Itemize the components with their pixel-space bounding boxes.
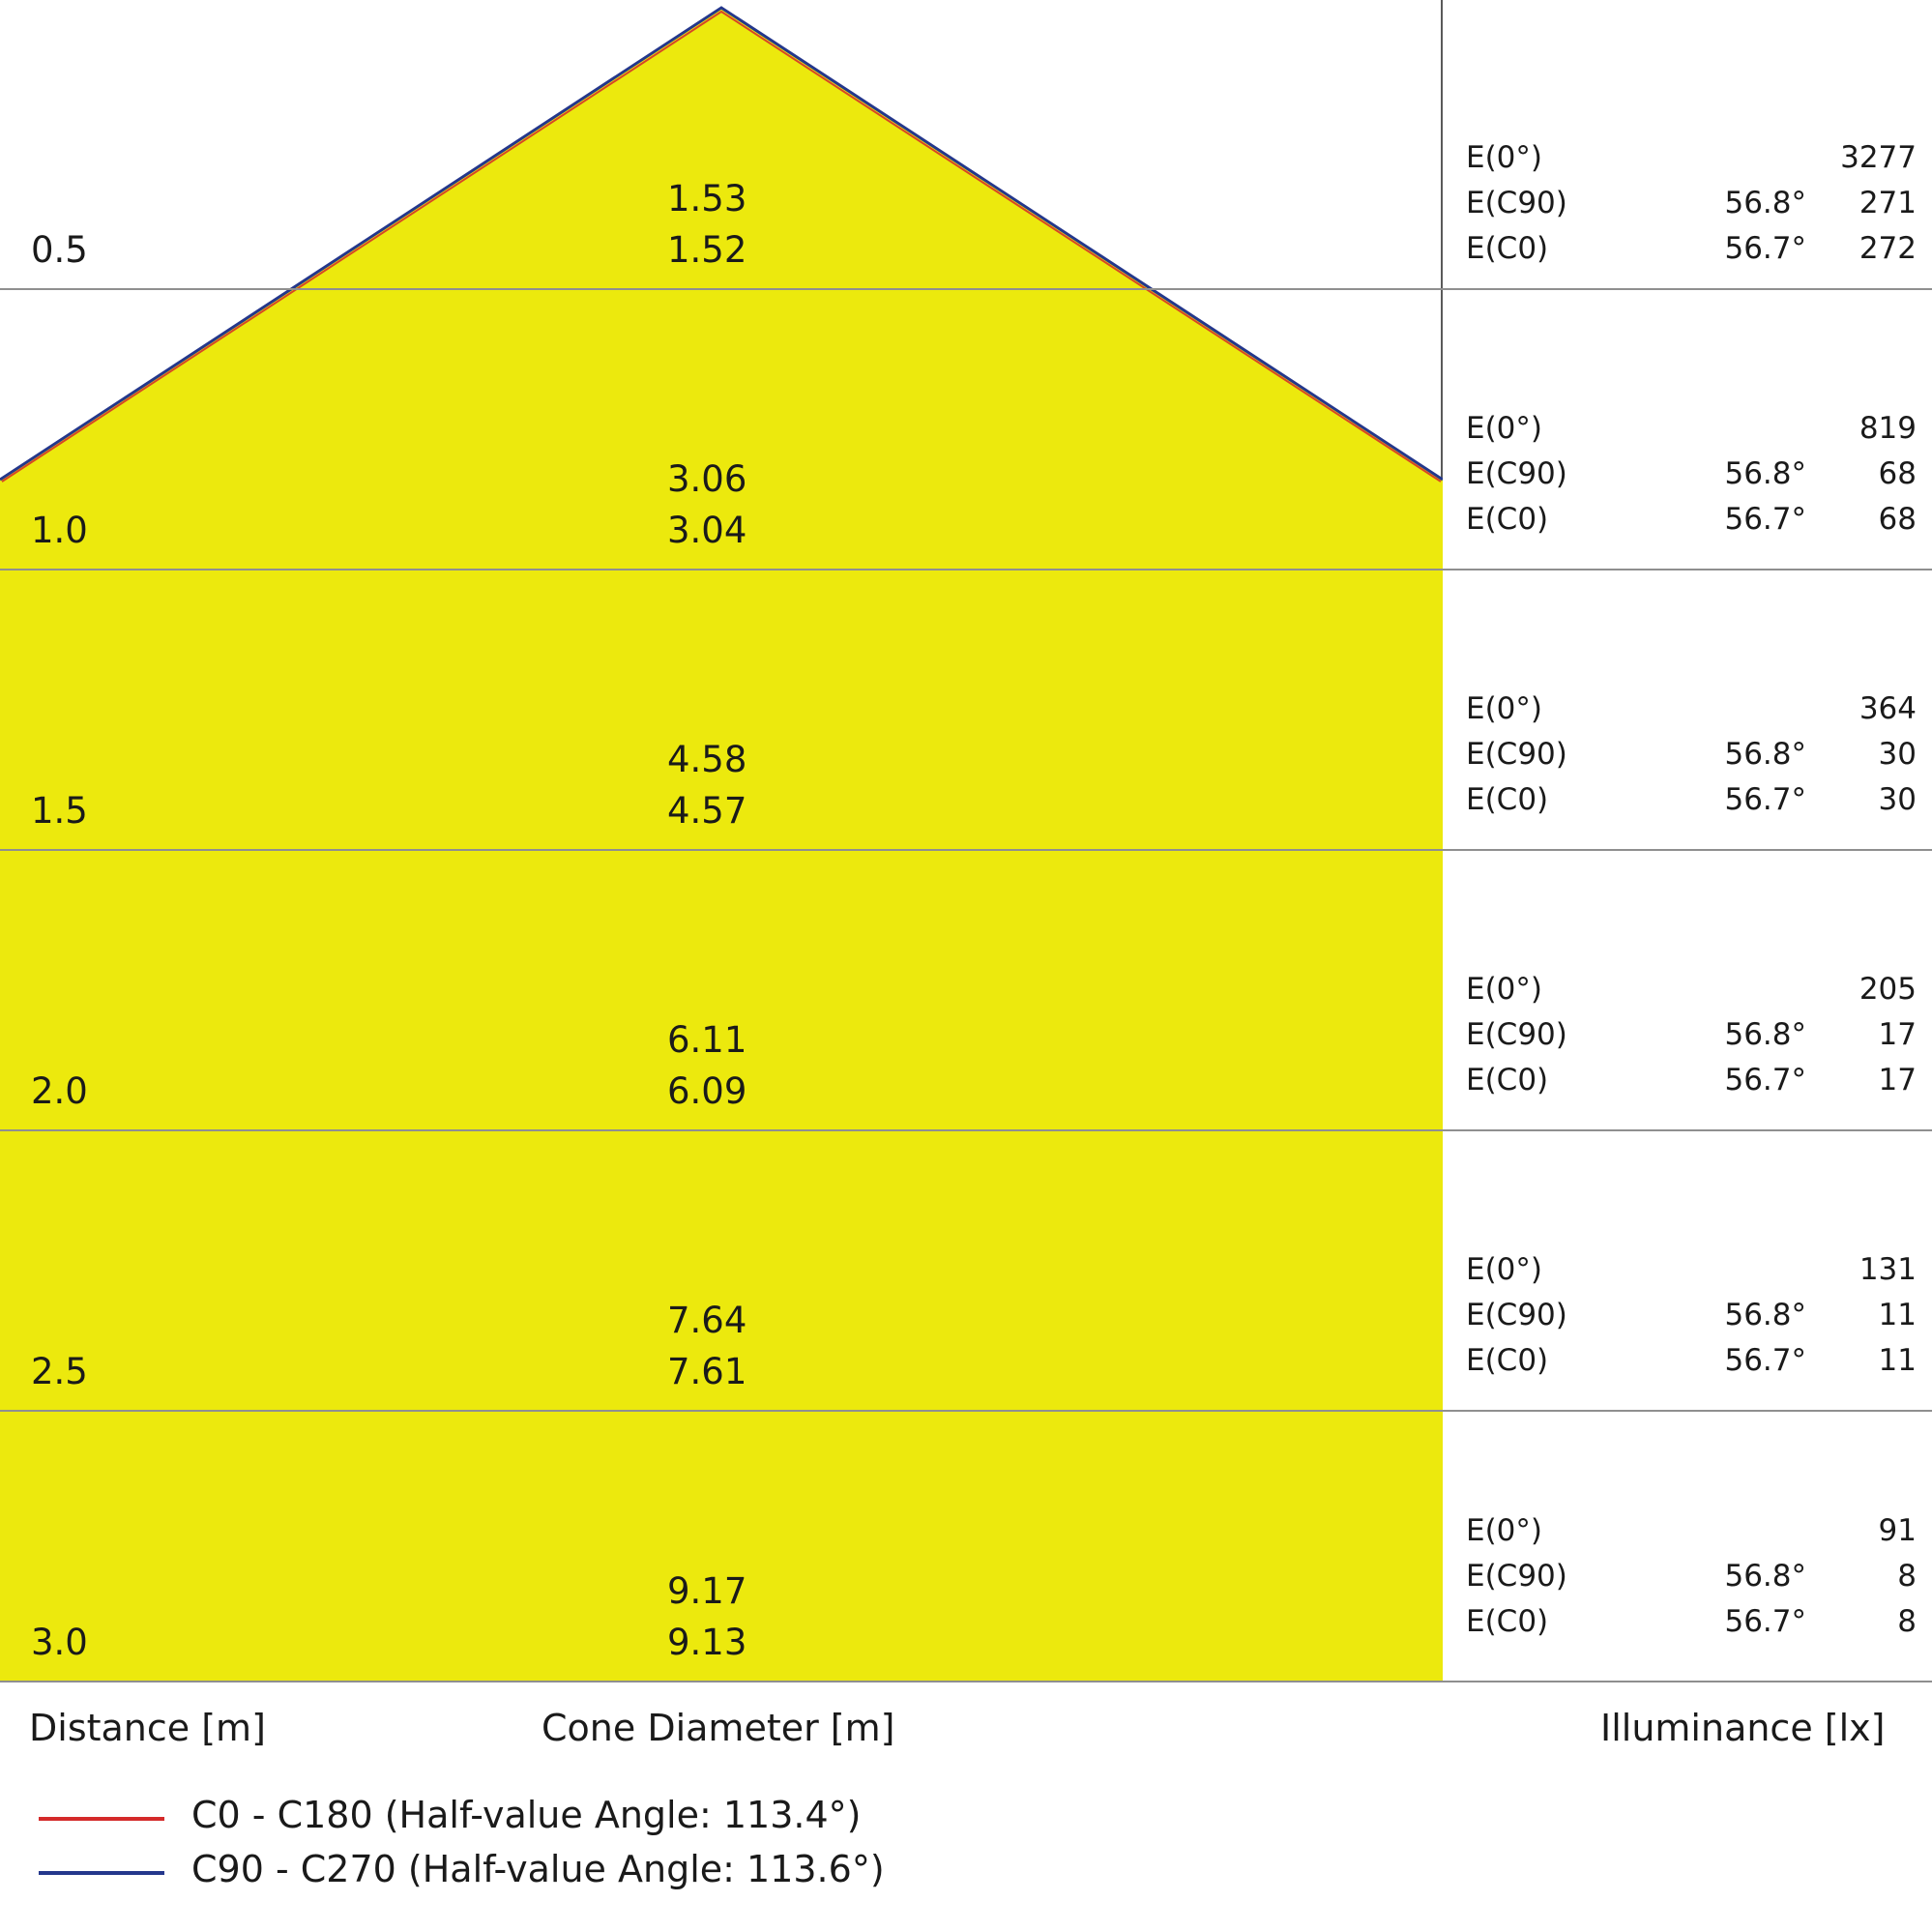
illuminance-block-0 — [1443, 135, 1932, 272]
legend — [29, 1794, 1383, 1902]
illuminance-value: 271 — [1859, 186, 1917, 220]
illuminance-row-separator — [1443, 1681, 1932, 1682]
illuminance-value: 205 — [1859, 972, 1917, 1007]
cone-diameter-axis-caption: Cone Diameter [m] — [542, 1707, 895, 1749]
illuminance-line — [1443, 1247, 1932, 1293]
illuminance-angle: 56.7° — [1724, 1604, 1806, 1639]
band-separator — [0, 1129, 1443, 1131]
illuminance-line — [1443, 497, 1932, 542]
illuminance-line — [1443, 1508, 1932, 1554]
illuminance-block-1 — [1443, 406, 1932, 542]
illuminance-row-separator — [1443, 1129, 1932, 1131]
cone-diameter-c0-4: 7.61 — [667, 1350, 747, 1392]
illuminance-value: 8 — [1897, 1604, 1917, 1639]
illuminance-row-separator — [1443, 849, 1932, 851]
illuminance-row-separator — [1443, 569, 1932, 571]
illuminance-angle: 56.7° — [1724, 1343, 1806, 1378]
illuminance-angle: 56.7° — [1724, 1063, 1806, 1097]
illuminance-angle: 56.8° — [1724, 456, 1806, 491]
illuminance-value: 68 — [1878, 502, 1917, 537]
illuminance-key: E(C90) — [1466, 1559, 1567, 1594]
illuminance-key: E(0°) — [1466, 1252, 1542, 1287]
cone-diameter-c0-3: 6.09 — [667, 1069, 747, 1112]
illuminance-key: E(C90) — [1466, 1017, 1567, 1052]
illuminance-key: E(C0) — [1466, 1063, 1549, 1097]
illuminance-key: E(C0) — [1466, 1604, 1549, 1639]
illuminance-line — [1443, 967, 1932, 1012]
illuminance-key: E(0°) — [1466, 972, 1542, 1007]
distance-label-5: 3.0 — [31, 1622, 88, 1663]
illuminance-line — [1443, 732, 1932, 777]
cone-diameter-pair-4 — [667, 1296, 746, 1397]
illuminance-value: 17 — [1878, 1063, 1917, 1097]
cone-diameter-c90-3: 6.11 — [667, 1019, 747, 1061]
illuminance-line — [1443, 135, 1932, 181]
illuminance-value: 8 — [1897, 1559, 1917, 1594]
illuminance-value: 364 — [1859, 691, 1917, 726]
cone-diameter-pair-2 — [667, 735, 746, 836]
illuminance-line — [1443, 1554, 1932, 1599]
illuminance-angle: 56.8° — [1724, 1298, 1806, 1332]
cone-diameter-c0-1: 3.04 — [667, 509, 747, 551]
illuminance-key: E(0°) — [1466, 691, 1542, 726]
band-separator — [0, 288, 1443, 290]
illuminance-key: E(0°) — [1466, 140, 1542, 175]
illuminance-angle: 56.8° — [1724, 737, 1806, 772]
illuminance-key: E(C90) — [1466, 1298, 1567, 1332]
cone-diameter-pair-3 — [667, 1015, 746, 1117]
illuminance-angle: 56.8° — [1724, 1559, 1806, 1594]
illuminance-line — [1443, 1293, 1932, 1338]
illuminance-block-2 — [1443, 687, 1932, 823]
illuminance-value: 11 — [1878, 1298, 1917, 1332]
illuminance-line — [1443, 406, 1932, 452]
cone-diameter-pair-1 — [667, 454, 746, 556]
illuminance-value: 17 — [1878, 1017, 1917, 1052]
illuminance-block-5 — [1443, 1508, 1932, 1645]
illuminance-key: E(C90) — [1466, 737, 1567, 772]
illuminance-value: 30 — [1878, 737, 1917, 772]
legend-item-c90-c270 — [29, 1848, 1383, 1902]
cone-diameter-c0-2: 4.57 — [667, 789, 747, 832]
cone-diameter-pair-5 — [667, 1566, 746, 1668]
illuminance-value: 272 — [1859, 231, 1917, 266]
illuminance-block-4 — [1443, 1247, 1932, 1384]
illuminance-line — [1443, 1058, 1932, 1103]
illuminance-table — [1443, 0, 1932, 1682]
illuminance-angle: 56.7° — [1724, 502, 1806, 537]
cone-diameter-c90-1: 3.06 — [667, 458, 747, 500]
illuminance-angle: 56.8° — [1724, 1017, 1806, 1052]
illuminance-value: 819 — [1859, 411, 1917, 446]
cone-diameter-c0-5: 9.13 — [667, 1621, 747, 1663]
illuminance-value: 11 — [1878, 1343, 1917, 1378]
illuminance-key: E(C0) — [1466, 502, 1549, 537]
distance-axis-caption: Distance [m] — [29, 1707, 266, 1749]
band-separator — [0, 1681, 1443, 1682]
legend-item-c0-c180 — [29, 1794, 1383, 1848]
illuminance-value: 68 — [1878, 456, 1917, 491]
illuminance-key: E(0°) — [1466, 1513, 1542, 1548]
cone-diameter-c90-2: 4.58 — [667, 739, 747, 780]
illuminance-key: E(C0) — [1466, 1343, 1549, 1378]
distance-label-4: 2.5 — [31, 1351, 88, 1392]
illuminance-line — [1443, 452, 1932, 497]
illuminance-line — [1443, 1338, 1932, 1384]
cone-diameter-c90-4: 7.64 — [667, 1300, 747, 1341]
cone-diameter-c90-5: 9.17 — [667, 1570, 747, 1612]
illuminance-value: 3277 — [1840, 140, 1917, 175]
legend-line-swatch-c0-icon — [39, 1817, 164, 1821]
illuminance-value: 30 — [1878, 782, 1917, 817]
band-separator — [0, 849, 1443, 851]
illuminance-line — [1443, 181, 1932, 226]
illuminance-line — [1443, 1599, 1932, 1645]
distance-label-3: 2.0 — [31, 1070, 88, 1112]
illuminance-key: E(C90) — [1466, 186, 1567, 220]
band-separator — [0, 569, 1443, 571]
illuminance-block-3 — [1443, 967, 1932, 1103]
illuminance-key: E(C0) — [1466, 782, 1549, 817]
illuminance-angle: 56.8° — [1724, 186, 1806, 220]
distance-label-2: 1.5 — [31, 790, 88, 832]
illuminance-axis-caption: Illuminance [lx] — [1600, 1707, 1886, 1749]
distance-label-1: 1.0 — [31, 510, 88, 551]
illuminance-angle: 56.7° — [1724, 231, 1806, 266]
illuminance-value: 91 — [1878, 1513, 1917, 1548]
illuminance-row-separator — [1443, 288, 1932, 290]
cone-diameter-c90-0: 1.53 — [667, 178, 747, 219]
distance-label-0: 0.5 — [31, 229, 88, 271]
illuminance-line — [1443, 777, 1932, 823]
illuminance-key: E(C0) — [1466, 231, 1549, 266]
illuminance-row-separator — [1443, 1410, 1932, 1412]
illuminance-line — [1443, 687, 1932, 732]
illuminance-key: E(0°) — [1466, 411, 1542, 446]
illuminance-line — [1443, 1012, 1932, 1058]
legend-label-c90: C90 - C270 (Half-value Angle: 113.6°) — [191, 1848, 885, 1890]
cone-diameter-c0-0: 1.52 — [667, 228, 747, 271]
band-separator — [0, 1410, 1443, 1412]
legend-line-swatch-c90-icon — [39, 1871, 164, 1875]
cone-diameter-pair-0 — [667, 174, 746, 276]
legend-label-c0: C0 - C180 (Half-value Angle: 113.4°) — [191, 1794, 862, 1836]
illuminance-angle: 56.7° — [1724, 782, 1806, 817]
illuminance-line — [1443, 226, 1932, 272]
illuminance-key: E(C90) — [1466, 456, 1567, 491]
illuminance-value: 131 — [1859, 1252, 1917, 1287]
